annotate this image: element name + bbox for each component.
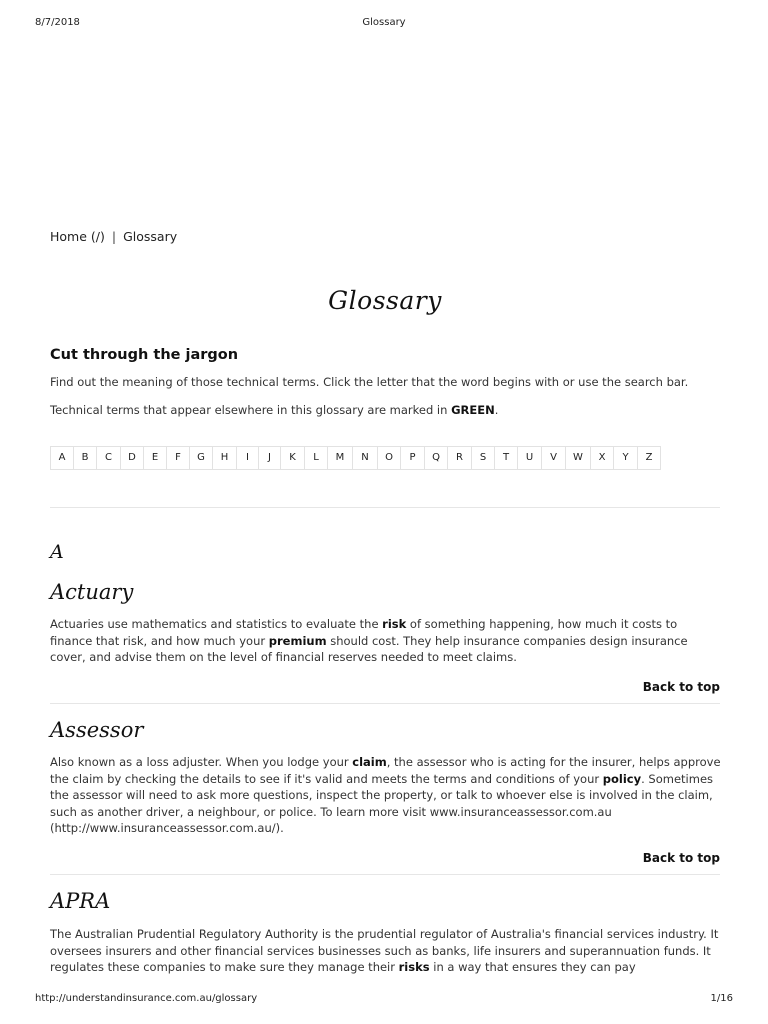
print-header	[35, 17, 733, 31]
alphabet-letter-s[interactable]: S	[472, 447, 495, 469]
alphabet-letter-f[interactable]: F	[167, 447, 190, 469]
term-actuary-heading: Actuary	[50, 580, 134, 604]
alphabet-letter-t[interactable]: T	[495, 447, 518, 469]
divider	[50, 874, 720, 875]
page-title: Glossary	[328, 286, 442, 315]
alphabet-letter-m[interactable]: M	[328, 447, 353, 469]
intro-text: Find out the meaning of those technical terms. Click the letter that the word begins with or use the search bar.	[50, 375, 689, 389]
term-apra-heading: APRA	[50, 889, 111, 913]
term-assessor-heading: Assessor	[50, 718, 144, 742]
alphabet-letter-u[interactable]: U	[518, 447, 542, 469]
alphabet-letter-e[interactable]: E	[144, 447, 167, 469]
alphabet-nav	[50, 446, 661, 470]
glossary-link-premium[interactable]: premium	[268, 633, 327, 648]
definition-text: , the assessor who is acting for the insurer, helps approve the claim by checking the details to see if it's valid and meets the terms and conditions of your	[50, 755, 721, 786]
alphabet-letter-h[interactable]: H	[213, 447, 237, 469]
alphabet-letter-o[interactable]: O	[378, 447, 401, 469]
term-apra-definition	[50, 926, 722, 976]
definition-text: Also known as a loss adjuster. When you lodge your	[50, 755, 353, 769]
alphabet-letter-d[interactable]: D	[121, 447, 144, 469]
definition-text: in a way that ensures they can pay	[429, 960, 636, 974]
definition-text: The Australian Prudential Regulatory Authority is the prudential regulator of Australia's financial services industry. It oversees insurers and other financial services businesses such as banks, life insurers and superannuation funds. It regulates these companies to make sure they manage their	[50, 927, 719, 974]
alphabet-letter-i[interactable]: I	[237, 447, 259, 469]
page-number: 1/16	[710, 993, 733, 1004]
glossary-link-risks[interactable]: risks	[398, 960, 430, 974]
glossary-link-claim[interactable]: claim	[352, 755, 387, 769]
print-title: Glossary	[362, 17, 406, 28]
alphabet-letter-a[interactable]: A	[51, 447, 74, 469]
intro-note-end: .	[494, 403, 499, 417]
breadcrumb-home-link[interactable]: Home (/)	[50, 229, 105, 244]
print-url: http://understandinsurance.com.au/glossary	[35, 993, 258, 1004]
alphabet-letter-n[interactable]: N	[353, 447, 378, 469]
term-assessor-definition	[50, 754, 722, 837]
alphabet-letter-j[interactable]: J	[259, 447, 281, 469]
back-to-top-link[interactable]: Back to top	[642, 851, 720, 865]
alphabet-letter-c[interactable]: C	[97, 447, 121, 469]
alphabet-letter-w[interactable]: W	[566, 447, 591, 469]
definition-text: . Sometimes the assessor will need to ask more questions, inspect the property, or talk to whoever else is involved in the claim, such as another driver, a neighbour, or police. To learn more visit www.insuranceassessor.com.au (http://www.insuranceassessor.com.au/).	[50, 771, 714, 835]
alphabet-letter-k[interactable]: K	[281, 447, 305, 469]
alphabet-letter-y[interactable]: Y	[614, 447, 638, 469]
glossary-link-risk[interactable]: risk	[382, 617, 407, 631]
alphabet-letter-p[interactable]: P	[401, 447, 425, 469]
breadcrumb	[50, 229, 177, 244]
glossary-link-policy[interactable]: policy	[602, 771, 642, 786]
intro-note	[50, 403, 498, 417]
definition-text: Actuaries use mathematics and statistics to evaluate the	[50, 617, 383, 631]
print-footer	[35, 993, 733, 1007]
breadcrumb-current: Glossary	[123, 229, 178, 244]
alphabet-letter-r[interactable]: R	[448, 447, 472, 469]
breadcrumb-separator: |	[111, 229, 117, 244]
print-date: 8/7/2018	[35, 17, 80, 28]
alphabet-letter-x[interactable]: X	[591, 447, 614, 469]
term-actuary-definition	[50, 616, 722, 666]
back-to-top-link[interactable]: Back to top	[642, 680, 720, 694]
definition-text: of something happening, how much it costs to finance that risk, and how much your	[50, 617, 678, 648]
alphabet-letter-l[interactable]: L	[305, 447, 328, 469]
alphabet-letter-v[interactable]: V	[542, 447, 566, 469]
green-keyword: GREEN	[451, 403, 495, 417]
alphabet-letter-g[interactable]: G	[190, 447, 213, 469]
section-letter-heading: A	[50, 541, 64, 563]
alphabet-letter-z[interactable]: Z	[645, 452, 653, 463]
definition-text: should cost. They help insurance companies design insurance cover, and advise them on the level of financial reserves needed to meet claims.	[50, 633, 688, 664]
divider	[50, 507, 720, 508]
divider	[50, 703, 720, 704]
intro-heading: Cut through the jargon	[50, 347, 239, 363]
intro-note-text: Technical terms that appear elsewhere in this glossary are marked in	[50, 403, 452, 417]
alphabet-letter-q[interactable]: Q	[425, 447, 448, 469]
alphabet-letter-b[interactable]: B	[74, 447, 97, 469]
